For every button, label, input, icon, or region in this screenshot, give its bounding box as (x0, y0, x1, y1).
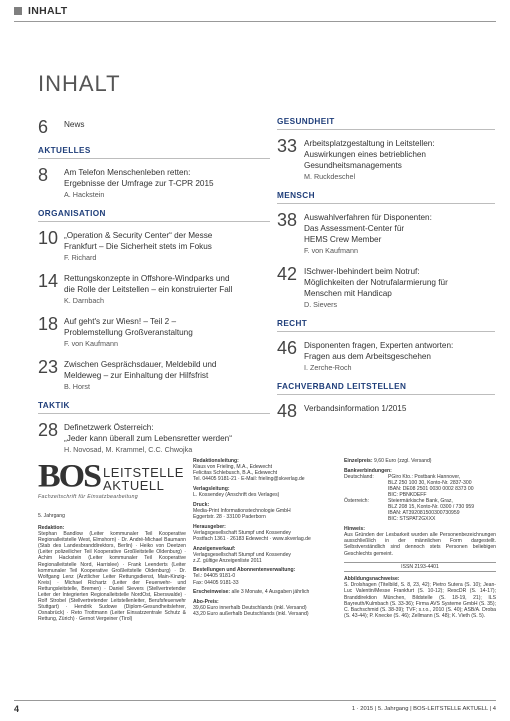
toc-entry[interactable] (38, 117, 270, 137)
toc-entry[interactable] (38, 357, 270, 392)
imprint-block-heading: Verlagsleitung: (193, 485, 230, 492)
section-heading: RECHT (277, 319, 495, 332)
abbildung-heading: Abbildungsnachweise: (344, 576, 400, 583)
imprint-block-heading: Erscheinweise: (193, 589, 231, 596)
bank-de-line: PGiro Kto.: Postbank Hannover, (388, 473, 461, 480)
toc-entry[interactable] (38, 314, 270, 349)
einzelpreis-value: 9,60 Euro (zzgl. Versand) (372, 458, 432, 464)
bank-de-line: BLZ 250 100 30, Konto-Nr. 2837-300 (388, 479, 472, 486)
imprint-line: 43,20 Euro außerhalb Deutschlands (inkl. Versand) (193, 611, 309, 618)
toc-page-number: 42 (277, 264, 298, 284)
toc-title-line: Meldeweg – zur Einhaltung der Hilfsfrist (64, 371, 209, 380)
section-heading: MENSCH (277, 191, 495, 204)
section-heading: FACHVERBAND LEITSTELLEN (277, 382, 495, 395)
toc-title-line: News (64, 120, 85, 129)
imprint-middle-column (193, 458, 333, 617)
imprint-block-heading: Abo-Preis: (193, 598, 219, 605)
toc-title-line: Arbeitsplatzgestaltung in Leitstellen: (304, 139, 435, 148)
footer-divider (14, 700, 496, 701)
toc-title-line: Auf geht's zur Wiesn! – Teil 2 – (64, 317, 176, 326)
imprint-line: Media-Print Informationstechnologie GmbH (193, 507, 291, 514)
einzelpreis-heading: Einzelpreis: (344, 458, 373, 464)
toc-author: F. von Kaufmann (64, 339, 118, 348)
section-heading: AKTUELLES (38, 146, 270, 159)
logo-subtitle: Fachzeitschrift für Einsatzbearbeitung (38, 494, 139, 500)
bank-at-line: Steiermärkische Bank, Graz, (388, 498, 453, 505)
toc-title-line: Auswahlverfahren für Disponenten: (304, 213, 432, 222)
toc-page-number: 46 (277, 338, 298, 358)
imprint-line: Tel.: 04405 9181-0 (193, 573, 236, 580)
toc-page-number: 28 (38, 420, 59, 440)
imprint-line: z.Z. gültige Anzeigenliste 2011 (193, 557, 262, 564)
toc-entry[interactable] (277, 210, 495, 256)
toc-title-line: Menschen mit Handicap (304, 289, 392, 298)
bank-at-label: Österreich: (344, 498, 369, 505)
imprint-line: L. Kossendey (Anschrift des Verlages) (193, 492, 280, 499)
toc-left-column (38, 117, 270, 455)
imprint-line: Verlagsgesellschaft Stumpf und Kossendey (193, 529, 291, 536)
bank-at-line: IBAN: AT392081500300730959 (388, 510, 460, 517)
bank-de-line: BIC: PBNKDEFF (388, 492, 427, 499)
toc-page-number: 10 (38, 228, 59, 248)
imprint-line: Tel. 04405 9181-21 · E-Mail: frieling@skverlag.de (193, 476, 305, 483)
toc-title-line: Definetzwerk Österreich: (64, 423, 154, 432)
toc-title-line: Ergebnisse der Umfrage zur T-CPR 2015 (64, 179, 214, 188)
abbildung-text: S. Drolshagen (Titelbild, S. 8, 23, 42); Pietro Sutera (S. 10); Jean-Luc Valentin/Messe Frankfurt (S. 10-12); RescDR (S. 14-17); Branddirektion München, Bildstelle (S. 18-19, 21); ILS Bayreuth/Kulmbach (S. 33-36); Firma AVS Systeme GmbH (S. 35); C. Bachschmid (S. 38-39); TVF; s.r.o., 2010 (S. 40); ASB/A. Droba (S. 43-44); P. Knecke (S. 46); Zellmann (S. 48); K. Vieth (S. 5). (344, 582, 496, 619)
toc-title-line: „Jeder kann überall zum Lebensretter werden“ (64, 434, 232, 443)
toc-title-line: Problemstellung Großveranstaltung (64, 328, 193, 337)
redaktion-text: Stephan Bandlow (Leiter kommunaler Teil Kooperative Regionalleitstelle West, Elmshorn) · Dr. André-Michael Baumann (Stab des Landesbranddirektors, Berlin) · Heiko von Deetzen (Leiter polizeilicher Teil Kooperative Großleitstelle Oldenburg) · Achim Hackstein (Leiter kommunaler Teil Kooperative Regionalleitstelle Nord, Harrislee) · Frank Leenderts (Leiter kommunaler Teil Kooperative Großleitstelle Oldenburg) · Dr. Wolfgang Lenz (Ärztlicher Leiter Rettungsdienst, Main-Kinzig-Kreis) · Michael Richartz (Leiter der Feuerwehr- und Rettungsleitstelle, Bremen) · Daniel Sievers (Stellvertretender Leiter der Integrierten Regionalleitstelle NordOst, Eberswalde) · Rolf Strobel (Stellvertretender Leitstellenleiter, Berufsfeuerwehr Stuttgart) · Hendrik Sudowe (Diplom-Gesundheitslehrer, Osnabrück) · Reto Trottmann (Leiter Einsatzzentrale Schutz & Rettung, Zürich) · Gernot Vergeiner (Tirol) (38, 531, 186, 623)
toc-title-line: Rettungskonzepte in Offshore-Windparks und (64, 274, 230, 283)
bank-at-line: BLZ 208 15, Konto-Nr. 0300 / 730 959 (388, 504, 475, 511)
toc-title-line: Fragen aus dem Arbeitsgeschehen (304, 352, 431, 361)
toc-entry[interactable] (277, 338, 495, 373)
imprint-redaktion (38, 525, 186, 623)
bank-heading: Bankverbindungen: (344, 467, 392, 474)
imprint-inline-value: alle 3 Monate, 4 Ausgaben jährlich (230, 589, 310, 596)
page-title: INHALT (38, 71, 121, 96)
hinweis-heading: Hinweis: (344, 526, 365, 533)
toc-page-number: 6 (38, 117, 49, 137)
redaktion-heading: Redaktion: (38, 525, 65, 531)
toc-title-line: Möglichkeiten der Notrufalarmierung für (304, 278, 448, 287)
magazine-logo (38, 458, 188, 500)
toc-title-line: Disponenten fragen, Experten antworten: (304, 341, 454, 350)
toc-title-line: Frankfurt – Die Sicherheit stets im Fokus (64, 242, 212, 251)
imprint-block (193, 524, 333, 542)
imprint-line: Eggertstr. 28 · 33100 Paderborn (193, 513, 266, 520)
imprint-block (193, 502, 333, 520)
toc-author: B. Horst (64, 382, 90, 391)
toc-page-number: 48 (277, 401, 298, 421)
toc-author: D. Sievers (304, 300, 338, 309)
section-heading: TAKTIK (38, 401, 270, 414)
imprint-block-heading: Bestellungen und Abonnentenverwaltung: (193, 567, 296, 574)
toc-entry[interactable] (38, 228, 270, 263)
toc-entry[interactable] (277, 401, 495, 421)
section-heading: GESUNDHEIT (277, 117, 495, 130)
imprint-line: Felicitas Schlebusch, B.A., Edewecht (193, 470, 278, 477)
toc-entry[interactable] (38, 271, 270, 306)
hinweis-text: Aus Gründen der Lesbarkeit wurden alle Personenbezeichnungen ausschließlich in der männlichen Form dargestellt. Selbstverständlich sind dennoch stets Personen beliebigen Geschlechts gemeint. (344, 532, 496, 557)
toc-page-number: 33 (277, 136, 298, 156)
imprint-line: Verlagsgesellschaft Stumpf und Kossendey (193, 551, 291, 558)
toc-author: F. Richard (64, 253, 97, 262)
logo-bos: BOS (38, 458, 101, 495)
bank-at-line: BIC: STSPAT2GXXX (388, 516, 436, 523)
toc-page-number: 8 (38, 165, 49, 185)
logo-line-1: LEITSTELLE (103, 465, 184, 480)
toc-author: F. von Kaufmann (304, 246, 358, 255)
toc-title-line: die Rolle der Leitstellen – ein konstruierter Fall (64, 285, 233, 294)
bank-de-line: IBAN: DE08 2501 0030 0002 8373 00 (388, 485, 474, 492)
toc-title-line: Zwischen Gesprächsdauer, Meldebild und (64, 360, 217, 369)
imprint-block-heading: Redaktionsleitung: (193, 458, 239, 464)
logo-line-2: AKTUELL (103, 478, 165, 493)
page-number: 4 (14, 704, 20, 714)
toc-title-line: „Operation & Security Center“ der Messe (64, 231, 213, 240)
imprint-line: 39,60 Euro innerhalb Deutschlands (inkl. Versand) (193, 605, 307, 612)
toc-page-number: 23 (38, 357, 59, 377)
toc-entry[interactable] (277, 264, 495, 310)
toc-page-number: 14 (38, 271, 59, 291)
header-divider (14, 21, 496, 22)
toc-author: M. Ruckdeschel (304, 172, 356, 181)
imprint-line: Klaus von Frieling, M.A., Edewecht (193, 464, 272, 471)
toc-title-line: Verbandsinformation 1/2015 (304, 404, 407, 413)
imprint-line: Postfach 1361 · 26183 Edewecht · www.skverlag.de (193, 535, 311, 542)
imprint-block (193, 486, 333, 498)
issn: ISSN 2193-4401 (344, 562, 496, 572)
imprint-block (193, 458, 333, 482)
section-heading: ORGANISATION (38, 209, 270, 222)
imprint-block (193, 546, 333, 564)
toc-entry[interactable] (38, 420, 270, 455)
header-label: INHALT (28, 5, 68, 17)
toc-title-line: Am Telefon Menschenleben retten: (64, 168, 191, 177)
toc-author: A. Hackstein (64, 190, 105, 199)
toc-right-column (277, 117, 495, 421)
toc-title-line: Das Assessment-Center für (304, 224, 405, 233)
imprint-block-heading: Druck: (193, 501, 210, 508)
toc-page-number: 18 (38, 314, 59, 334)
toc-title-line: Auswirkungen eines betrieblichen (304, 150, 426, 159)
toc-title-line: Gesundheitsmanagements (304, 161, 402, 170)
bank-de-label: Deutschland: (344, 473, 374, 480)
imprint-block (193, 599, 333, 617)
imprint-block-heading: Herausgeber: (193, 523, 226, 530)
footer-running-title: 1 · 2015 | 5. Jahrgang | BOS-LEITSTELLE AKTUELL | 4 (351, 706, 496, 712)
toc-author: K. Darnbach (64, 296, 104, 305)
imprint-block-heading: Anzeigenverkauf: (193, 545, 236, 552)
toc-page-number: 38 (277, 210, 298, 230)
imprint-block (193, 567, 333, 585)
toc-title-line: ISchwer-Ibehindert beim Notruf: (304, 267, 420, 276)
toc-title-line: HEMS Crew Member (304, 235, 382, 244)
toc-entry[interactable] (38, 165, 270, 200)
imprint-block (193, 589, 333, 595)
toc-author: I. Zerche-Roch (304, 363, 352, 372)
imprint-line: Fax: 04405 9181-33 (193, 579, 239, 586)
header-square-icon (14, 7, 22, 15)
volume-year: 5. Jahrgang (38, 513, 65, 519)
imprint-right-column (344, 458, 496, 619)
toc-entry[interactable] (277, 136, 495, 182)
toc-author: H. Novosad, M. Krammel, C.C. Chwojka (64, 445, 193, 454)
